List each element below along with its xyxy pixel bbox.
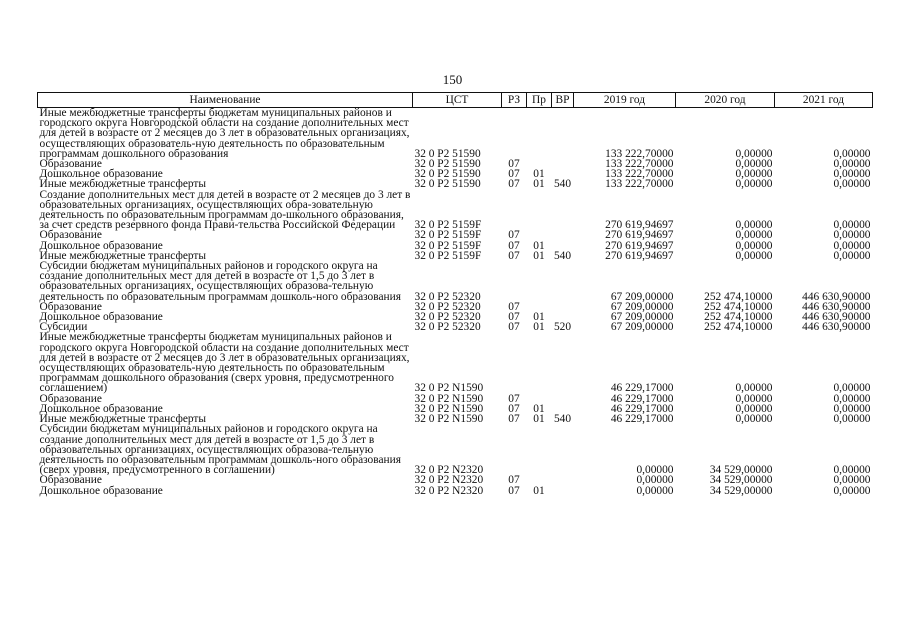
cell-2021: 0,00000 bbox=[833, 219, 871, 232]
cell-pr: 01 bbox=[533, 321, 545, 334]
cell-2020: 0,00000 bbox=[735, 147, 773, 160]
cell-pr: 01 bbox=[533, 249, 545, 262]
cell-2020: 252 474,10000 bbox=[704, 300, 773, 313]
cell-cst: 32 0 Р2 52320 bbox=[414, 321, 481, 334]
cell-2020: 0,00000 bbox=[735, 382, 773, 395]
cell-2019: 46 229,17000 bbox=[610, 382, 674, 395]
cell-name: Образование bbox=[39, 158, 102, 171]
cell-2021: 0,00000 bbox=[833, 464, 871, 477]
cell-pr bbox=[527, 424, 552, 475]
cell-2019: 67 209,00000 bbox=[610, 300, 674, 313]
header-name: Наименование bbox=[38, 93, 413, 108]
cell-vr bbox=[552, 108, 574, 160]
table-row bbox=[38, 261, 873, 302]
cell-2019: 133 222,70000 bbox=[605, 168, 674, 181]
cell-2020: 0,00000 bbox=[735, 219, 773, 232]
cell-name: Образование bbox=[39, 474, 102, 487]
cell-2020: 0,00000 bbox=[735, 178, 773, 191]
cell-name: Образование bbox=[39, 229, 102, 242]
cell-2021: 0,00000 bbox=[833, 239, 871, 252]
cell-vr bbox=[552, 475, 574, 485]
cell-2021: 446 630,90000 bbox=[802, 311, 871, 324]
cell-cst: 32 0 Р2 N2320 bbox=[414, 474, 484, 487]
cell-2021: 446 630,90000 bbox=[802, 300, 871, 313]
cell-2021: 446 630,90000 bbox=[802, 290, 871, 303]
cell-rz bbox=[502, 424, 527, 475]
cell-name: Иные межбюджетные трансферты bbox=[39, 178, 207, 191]
cell-vr bbox=[552, 332, 574, 393]
cell-2020: 252 474,10000 bbox=[704, 290, 773, 303]
cell-vr bbox=[552, 230, 574, 240]
cell-rz: 07 bbox=[508, 474, 520, 487]
cell-vr bbox=[552, 424, 574, 475]
cell-2021: 0,00000 bbox=[833, 168, 871, 181]
cell-pr bbox=[527, 108, 552, 160]
cell-2019: 0,00000 bbox=[636, 464, 674, 477]
cell-pr: 01 bbox=[533, 178, 545, 191]
cell-2021: 0,00000 bbox=[833, 229, 871, 242]
cell-cst: 32 0 Р2 51590 bbox=[414, 178, 481, 191]
cell-2019: 133 222,70000 bbox=[605, 178, 674, 191]
cell-rz bbox=[502, 261, 527, 302]
cell-2019: 67 209,00000 bbox=[610, 311, 674, 324]
cell-2019: 270 619,94697 bbox=[605, 229, 674, 242]
header-cst: ЦСТ bbox=[413, 93, 502, 108]
cell-name: Иные межбюджетные трансферты bbox=[39, 249, 207, 262]
cell-2020: 0,00000 bbox=[735, 402, 773, 415]
cell-vr: 540 bbox=[553, 249, 572, 262]
table-row bbox=[38, 486, 873, 496]
cell-vr bbox=[552, 394, 574, 404]
cell-2021: 446 630,90000 bbox=[802, 321, 871, 334]
cell-2021: 0,00000 bbox=[833, 413, 871, 426]
cell-name: Иные межбюджетные трансферты bbox=[39, 413, 207, 426]
header-2019: 2019 год bbox=[574, 93, 676, 108]
cell-rz: 07 bbox=[508, 392, 520, 405]
cell-pr bbox=[527, 261, 552, 302]
cell-2019: 0,00000 bbox=[636, 474, 674, 487]
header-2020: 2020 год bbox=[676, 93, 775, 108]
cell-rz: 07 bbox=[508, 178, 520, 191]
cell-pr: 01 bbox=[533, 168, 545, 181]
cell-2020: 0,00000 bbox=[735, 413, 773, 426]
cell-name: Иные межбюджетные трансферты бюджетам муниципальных районов и городского округа Новгородской области на создание дополнительных мест для детей в возрасте от 2 месяцев до 3 лет в образовательных организациях, осуществляющих образователь-ную деятельность по образовательным программам дошкольного образования (сверх уровня, предусмотренного соглашением) bbox=[39, 331, 410, 395]
cell-rz: 07 bbox=[508, 402, 520, 415]
cell-name: Дошкольное образование bbox=[39, 168, 163, 181]
table-body bbox=[38, 108, 873, 496]
cell-2020: 0,00000 bbox=[735, 239, 773, 252]
cell-pr: 01 bbox=[533, 413, 545, 426]
cell-name: Субсидии бюджетам муниципальных районов и городского округа на создание дополнительных мест для детей в возрасте от 1,5 до 3 лет в образовательных организациях, осуществляющих образова-тельную деятельность по образовательным программам дошколь-ного образования bbox=[39, 260, 401, 303]
cell-rz: 07 bbox=[508, 168, 520, 181]
cell-2019: 133 222,70000 bbox=[605, 158, 674, 171]
cell-cst: 32 0 Р2 N2320 bbox=[414, 484, 484, 497]
cell-vr: 540 bbox=[553, 413, 572, 426]
cell-cst: 32 0 Р2 52320 bbox=[414, 300, 481, 313]
cell-cst: 32 0 Р2 52320 bbox=[414, 311, 481, 324]
cell-2019: 46 229,17000 bbox=[610, 392, 674, 405]
cell-cst: 32 0 Р2 5159F bbox=[414, 219, 482, 232]
header-pr: Пр bbox=[527, 93, 552, 108]
cell-2020: 0,00000 bbox=[735, 158, 773, 171]
cell-vr: 540 bbox=[553, 178, 572, 191]
table-row bbox=[38, 475, 873, 485]
cell-2021: 0,00000 bbox=[833, 474, 871, 487]
cell-2020: 34 529,00000 bbox=[709, 484, 773, 497]
cell-2019: 46 229,17000 bbox=[610, 402, 674, 415]
cell-cst: 32 0 Р2 N2320 bbox=[414, 464, 484, 477]
header-2021: 2021 год bbox=[775, 93, 873, 108]
table-row bbox=[38, 108, 873, 160]
cell-name: Дошкольное образование bbox=[39, 484, 163, 497]
cell-pr bbox=[527, 332, 552, 393]
cell-cst: 32 0 Р2 5159F bbox=[414, 229, 482, 242]
cell-cst: 32 0 Р2 51590 bbox=[414, 147, 481, 160]
cell-2019: 133 222,70000 bbox=[605, 147, 674, 160]
cell-2019: 270 619,94697 bbox=[605, 239, 674, 252]
cell-name: Субсидии бюджетам муниципальных районов и городского округа на создание дополнительных мест для детей в возрасте от 1,5 до 3 лет в образовательных организациях, осуществляющих образова-тельную деятельность по образовательным программам дошколь-ного образования (сверх уровня, предусмотренного в соглашении) bbox=[39, 423, 401, 477]
cell-cst: 32 0 Р2 52320 bbox=[414, 290, 481, 303]
cell-cst: 32 0 Р2 N1590 bbox=[414, 392, 484, 405]
cell-cst: 32 0 Р2 5159F bbox=[414, 239, 482, 252]
cell-name: Субсидии bbox=[39, 321, 88, 334]
cell-name: Дошкольное образование bbox=[39, 402, 163, 415]
page-number: 150 bbox=[442, 72, 463, 87]
cell-cst: 32 0 Р2 51590 bbox=[414, 158, 481, 171]
header-vr: ВР bbox=[552, 93, 574, 108]
cell-2020: 252 474,10000 bbox=[704, 321, 773, 334]
cell-pr bbox=[527, 190, 552, 231]
cell-rz: 07 bbox=[508, 484, 520, 497]
cell-name: Дошкольное образование bbox=[39, 239, 163, 252]
cell-pr: 01 bbox=[533, 239, 545, 252]
cell-2021: 0,00000 bbox=[833, 147, 871, 160]
cell-name: Дошкольное образование bbox=[39, 311, 163, 324]
table-header-row bbox=[38, 93, 873, 108]
cell-rz: 07 bbox=[508, 413, 520, 426]
cell-2021: 0,00000 bbox=[833, 382, 871, 395]
cell-2019: 46 229,17000 bbox=[610, 413, 674, 426]
cell-pr: 01 bbox=[533, 311, 545, 324]
cell-rz: 07 bbox=[508, 249, 520, 262]
cell-2020: 0,00000 bbox=[735, 249, 773, 262]
cell-vr bbox=[552, 486, 574, 496]
cell-rz: 07 bbox=[508, 311, 520, 324]
cell-pr: 01 bbox=[533, 484, 545, 497]
cell-2021: 0,00000 bbox=[833, 158, 871, 171]
cell-rz bbox=[502, 332, 527, 393]
budget-table bbox=[37, 92, 873, 496]
cell-pr: 01 bbox=[533, 402, 545, 415]
cell-2020: 34 529,00000 bbox=[709, 474, 773, 487]
cell-2019: 270 619,94697 bbox=[605, 249, 674, 262]
cell-rz bbox=[502, 108, 527, 160]
cell-name: Образование bbox=[39, 392, 102, 405]
cell-vr: 520 bbox=[553, 321, 572, 334]
cell-name: Иные межбюджетные трансферты бюджетам муниципальных районов и городского округа Новгородской области на создание дополнительных мест для детей в возрасте от 2 месяцев до 3 лет в образовательных организациях, осуществляющих образователь-ную деятельность по образовательным программам дошкольного образования bbox=[39, 107, 410, 160]
table-row bbox=[38, 424, 873, 475]
cell-rz: 07 bbox=[508, 229, 520, 242]
cell-2020: 0,00000 bbox=[735, 229, 773, 242]
cell-2019: 270 619,94697 bbox=[605, 219, 674, 232]
cell-rz bbox=[502, 190, 527, 231]
cell-name: Образование bbox=[39, 300, 102, 313]
cell-2021: 0,00000 bbox=[833, 392, 871, 405]
cell-2021: 0,00000 bbox=[833, 402, 871, 415]
cell-cst: 32 0 Р2 5159F bbox=[414, 249, 482, 262]
cell-2020: 0,00000 bbox=[735, 168, 773, 181]
cell-vr bbox=[552, 302, 574, 312]
cell-2019: 67 209,00000 bbox=[610, 290, 674, 303]
cell-rz: 07 bbox=[508, 239, 520, 252]
cell-2020: 0,00000 bbox=[735, 392, 773, 405]
cell-2020: 252 474,10000 bbox=[704, 311, 773, 324]
header-rz: РЗ bbox=[502, 93, 527, 108]
cell-cst: 32 0 Р2 N1590 bbox=[414, 382, 484, 395]
cell-rz: 07 bbox=[508, 321, 520, 334]
cell-vr bbox=[552, 261, 574, 302]
cell-2021: 0,00000 bbox=[833, 178, 871, 191]
cell-2019: 0,00000 bbox=[636, 484, 674, 497]
cell-2019: 67 209,00000 bbox=[610, 321, 674, 334]
cell-vr bbox=[552, 159, 574, 169]
cell-rz: 07 bbox=[508, 158, 520, 171]
cell-2021: 0,00000 bbox=[833, 249, 871, 262]
cell-pr bbox=[527, 475, 552, 485]
cell-name: Создание дополнительных мест для детей в возрасте от 2 месяцев до 3 лет в образовательных организациях, осуществляющих обра-зовательную деятельность по образовательным программам до-школьного образования, за счет средств резервного фонда Прави-тельства Российской Федерации bbox=[39, 188, 411, 232]
cell-cst: 32 0 Р2 N1590 bbox=[414, 413, 484, 426]
table-row bbox=[38, 190, 873, 231]
cell-vr bbox=[552, 190, 574, 231]
table-row bbox=[38, 332, 873, 393]
cell-cst: 32 0 Р2 51590 bbox=[414, 168, 481, 181]
cell-rz: 07 bbox=[508, 300, 520, 313]
cell-2020: 34 529,00000 bbox=[709, 464, 773, 477]
cell-2021: 0,00000 bbox=[833, 484, 871, 497]
cell-cst: 32 0 Р2 N1590 bbox=[414, 402, 484, 415]
